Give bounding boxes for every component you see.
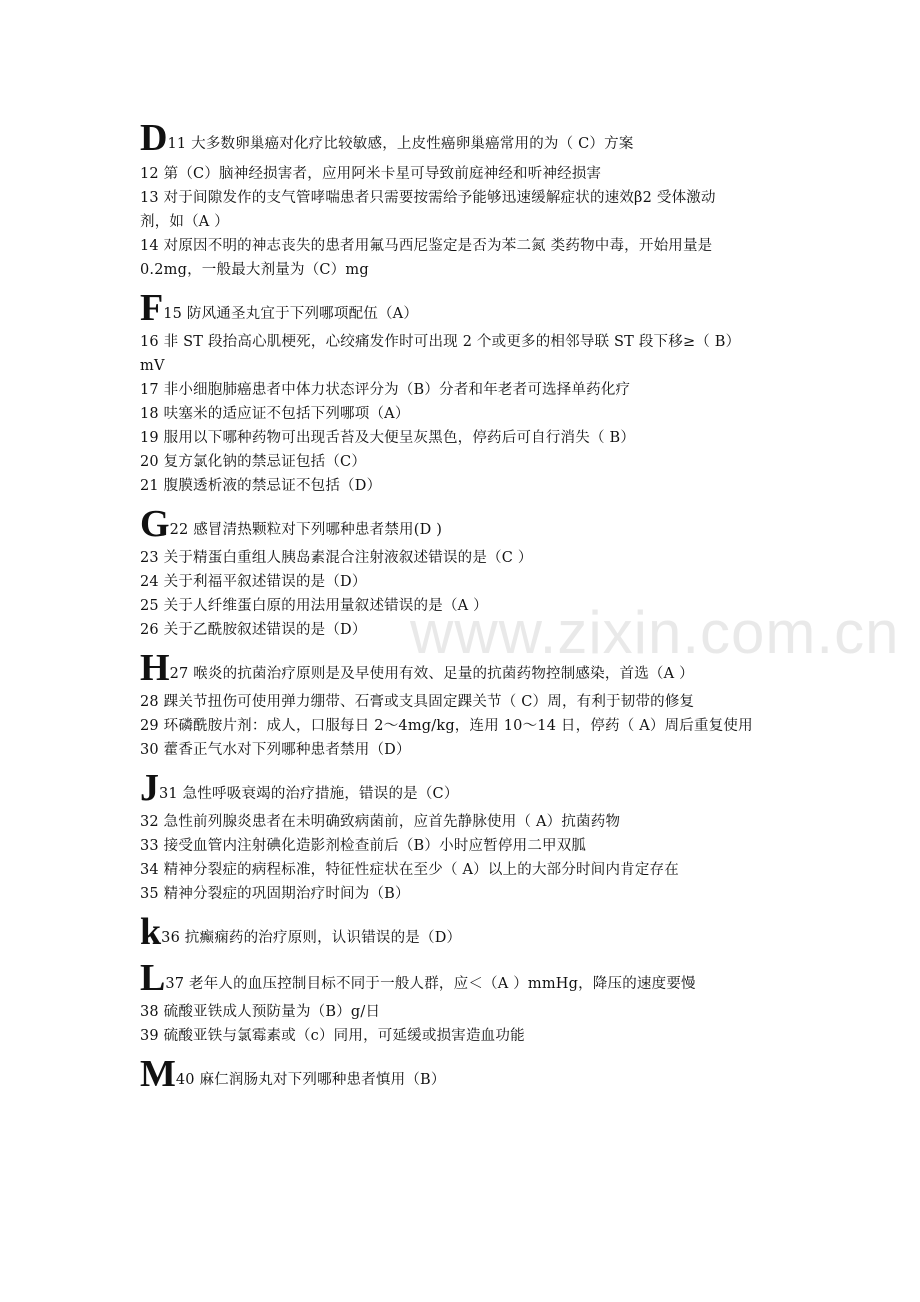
section-letter: J <box>140 767 159 809</box>
section-letter: M <box>140 1053 176 1095</box>
question-16-cont: mV <box>140 358 165 374</box>
question-21: 21 腹膜透析液的禁忌证不包括（D） <box>140 478 382 494</box>
section-letter: L <box>140 957 166 999</box>
question-36: 36 抗癫痫药的治疗原则，认识错误的是（D） <box>161 930 462 946</box>
question-39: 39 硫酸亚铁与氯霉素或（c）同用，可延缓或损害造血功能 <box>140 1028 525 1044</box>
question-19: 19 服用以下哪种药物可出现舌苔及大便呈灰黑色，停药后可自行消失（ B） <box>140 430 636 446</box>
section-letter: G <box>140 503 170 545</box>
question-32: 32 急性前列腺炎患者在未明确致病菌前，应首先静脉使用（ A）抗菌药物 <box>140 814 621 830</box>
question-34: 34 精神分裂症的病程标准，特征性症状在至少（ A）以上的大部分时间内肯定存在 <box>140 862 679 878</box>
question-40: 40 麻仁润肠丸对下列哪种患者慎用（B） <box>175 1072 446 1088</box>
question-18: 18 呋塞米的适应证不包括下列哪项（A） <box>140 406 410 422</box>
question-12: 12 第（C）脑神经损害者，应用阿米卡星可导致前庭神经和听神经损害 <box>140 166 602 182</box>
question-27: 27 喉炎的抗菌治疗原则是及早使用有效、足量的抗菌药物控制感染，首选（A ） <box>169 666 694 682</box>
question-20: 20 复方氯化钠的禁忌证包括（C） <box>140 454 367 470</box>
question-16: 16 非 ST 段抬高心肌梗死，心绞痛发作时可出现 2 个或更多的相邻导联 ST 段下移≥（ B） <box>140 334 741 350</box>
watermark-text: www.zixin.com.cn <box>410 599 900 666</box>
section-letter: H <box>140 647 170 689</box>
question-24: 24 关于利福平叙述错误的是（D） <box>140 574 367 590</box>
question-29: 29 环磷酰胺片剂：成人，口服每日 2～4mg/kg，连用 10～14 日，停药（ A）周后重复使用 <box>140 718 753 734</box>
question-15: 15 防风通圣丸宜于下列哪项配伍（A） <box>163 306 419 322</box>
question-38: 38 硫酸亚铁成人预防量为（B）g/日 <box>140 1004 381 1020</box>
section-k-heading <box>140 911 790 953</box>
question-23: 23 关于精蛋白重组人胰岛素混合注射液叙述错误的是（C ） <box>140 550 533 566</box>
section-d-heading <box>140 116 790 159</box>
section-h-heading <box>140 647 790 689</box>
question-17: 17 非小细胞肺癌患者中体力状态评分为（B）分者和年老者可选择单药化疗 <box>140 382 631 398</box>
section-m-heading <box>140 1053 790 1095</box>
question-28: 28 踝关节扭伤可使用弹力绷带、石膏或支具固定踝关节（ C）周，有利于韧带的修复 <box>140 694 695 710</box>
section-letter: k <box>140 911 162 953</box>
question-22: 22 感冒清热颗粒对下列哪种患者禁用(D ) <box>169 522 443 538</box>
section-letter: F <box>140 287 164 329</box>
section-letter: D <box>140 117 168 159</box>
question-14-cont: 0.2mg，一般最大剂量为（C）mg <box>140 262 369 278</box>
question-26: 26 关于乙酰胺叙述错误的是（D） <box>140 622 367 638</box>
question-35: 35 精神分裂症的巩固期治疗时间为（B） <box>140 886 410 902</box>
question-30: 30 藿香正气水对下列哪种患者禁用（D） <box>140 742 411 758</box>
section-l-heading <box>140 957 790 999</box>
section-f-heading <box>140 287 790 329</box>
question-13-cont: 剂，如（A ） <box>140 214 229 230</box>
section-j-heading <box>140 767 790 809</box>
question-31: 31 急性呼吸衰竭的治疗措施，错误的是（C） <box>159 786 459 802</box>
question-33: 33 接受血管内注射碘化造影剂检查前后（B）小时应暂停用二甲双胍 <box>140 838 587 854</box>
document-body <box>140 116 790 1096</box>
question-37: 37 老年人的血压控制目标不同于一般人群，应＜（A ）mmHg，降压的速度要慢 <box>165 976 696 992</box>
question-14: 14 对原因不明的神志丧失的患者用氟马西尼鉴定是否为苯二氮 类药物中毒，开始用量是 <box>140 238 713 254</box>
question-13: 13 对于间隙发作的支气管哮喘患者只需要按需给予能够迅速缓解症状的速效β2 受体激动 <box>140 190 716 206</box>
question-25: 25 关于人纤维蛋白原的用法用量叙述错误的是（A ） <box>140 598 488 614</box>
question-11: 11 大多数卵巢癌对化疗比较敏感，上皮性癌卵巢癌常用的为（ C）方案 <box>167 136 634 152</box>
section-g-heading <box>140 503 790 545</box>
